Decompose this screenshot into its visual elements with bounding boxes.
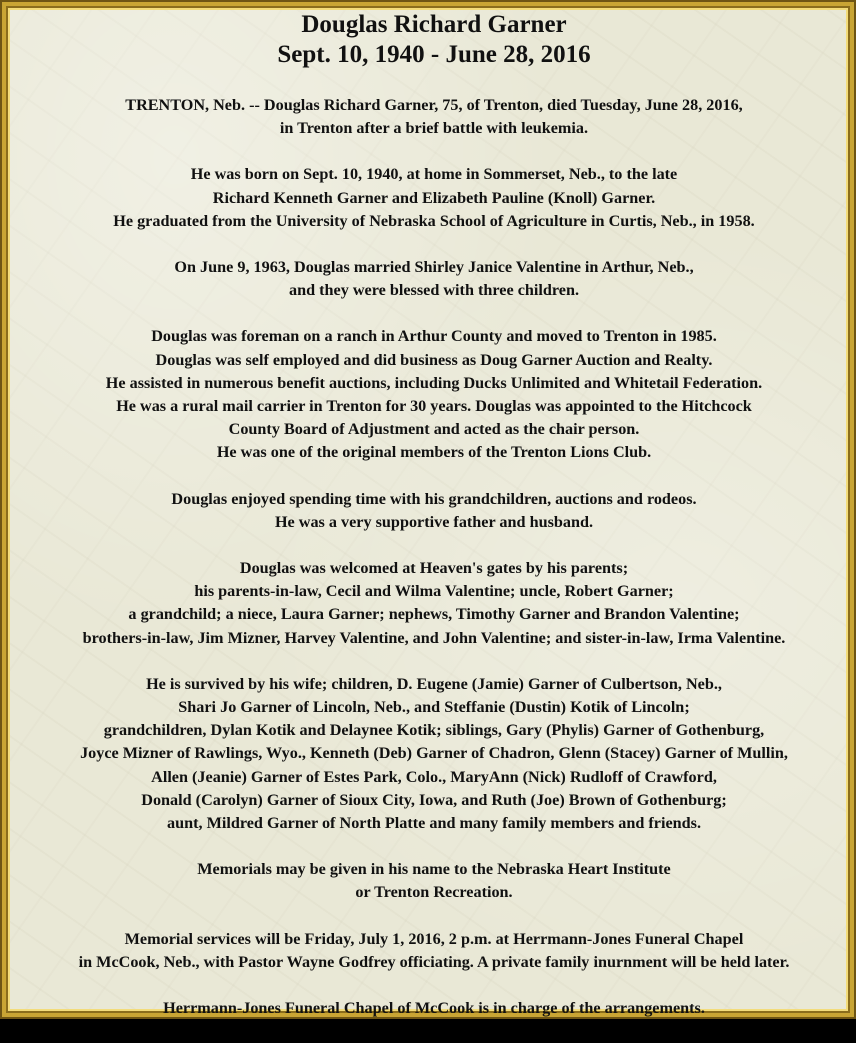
paragraph-line: He graduated from the University of Nebraska School of Agriculture in Curtis, Neb., in 1958. — [113, 211, 755, 230]
paragraph-line: Donald (Carolyn) Garner of Sioux City, Iowa, and Ruth (Joe) Brown of Gothenburg; — [141, 790, 727, 809]
paragraph-services — [12, 928, 856, 974]
paragraph-memorials — [12, 858, 856, 904]
paragraph-arrangements — [12, 997, 856, 1020]
paragraph-line: and they were blessed with three children. — [288, 281, 580, 300]
paragraph-line: Douglas was foreman on a ranch in Arthur County and moved to Trenton in 1985. — [151, 327, 717, 346]
paragraph-death-notice — [12, 94, 856, 140]
paragraph-line: County Board of Adjustment and acted as the chair person. — [228, 420, 640, 439]
paragraph-line: a grandchild; a niece, Laura Garner; nephews, Timothy Garner and Brandon Valentine; — [128, 605, 740, 624]
paragraph-line: or Trenton Recreation. — [355, 883, 513, 902]
paragraph-preceded-in-death — [12, 557, 856, 650]
paragraph-line: He was a rural mail carrier in Trenton for 30 years. Douglas was appointed to the Hitchcock — [116, 397, 752, 416]
paragraph-marriage — [12, 256, 856, 302]
paragraph-line: TRENTON, Neb. -- Douglas Richard Garner, 75, of Trenton, died Tuesday, June 28, 2016, — [125, 96, 743, 114]
paragraph-line: Joyce Mizner of Rawlings, Wyo., Kenneth (Deb) Garner of Chadron, Glenn (Stacey) Garner of Mullin, — [80, 744, 788, 763]
paragraph-survivors — [12, 673, 856, 835]
paragraph-line: his parents-in-law, Cecil and Wilma Valentine; uncle, Robert Garner; — [194, 582, 674, 601]
paragraph-line: Memorials may be given in his name to the Nebraska Heart Institute — [197, 860, 671, 879]
obituary-content — [12, 10, 856, 1043]
paragraph-line: He assisted in numerous benefit auctions, including Ducks Unlimited and Whitetail Federation. — [105, 373, 763, 392]
paragraph-birth — [12, 163, 856, 233]
paragraph-career — [12, 325, 856, 464]
obituary-name: Douglas Richard Garner — [301, 11, 567, 38]
paragraph-line: Douglas was self employed and did business as Doug Garner Auction and Realty. — [155, 350, 713, 369]
paragraph-line: brothers-in-law, Jim Mizner, Harvey Valentine, and John Valentine; and sister-in-law, Irma Valentine. — [82, 628, 786, 647]
paragraph-line: in Trenton after a brief battle with leukemia. — [279, 119, 589, 138]
paragraph-line: Shari Jo Garner of Lincoln, Neb., and Steffanie (Dustin) Kotik of Lincoln; — [178, 698, 690, 717]
paragraph-line: On June 9, 1963, Douglas married Shirley Janice Valentine in Arthur, Neb., — [174, 258, 694, 277]
paragraph-line: grandchildren, Dylan Kotik and Delaynee Kotik; siblings, Gary (Phylis) Garner of Gothenburg, — [103, 721, 765, 740]
paragraph-line: He was one of the original members of the Trenton Lions Club. — [216, 443, 652, 462]
paragraph-line: Herrmann-Jones Funeral Chapel of McCook is in charge of the arrangements. — [163, 999, 705, 1018]
paragraph-line: Memorial services will be Friday, July 1, 2016, 2 p.m. at Herrmann-Jones Funeral Chapel — [124, 929, 744, 948]
paragraph-interests — [12, 488, 856, 534]
paragraph-line: Richard Kenneth Garner and Elizabeth Pauline (Knoll) Garner. — [212, 188, 656, 207]
paragraph-line: He was born on Sept. 10, 1940, at home in Sommerset, Neb., to the late — [190, 165, 678, 184]
paragraph-line: He is survived by his wife; children, D. Eugene (Jamie) Garner of Culbertson, Neb., — [146, 674, 722, 693]
paragraph-line: aunt, Mildred Garner of North Platte and many family members and friends. — [166, 814, 701, 833]
paragraph-line: Allen (Jeanie) Garner of Estes Park, Colo., MaryAnn (Nick) Rudloff of Crawford, — [151, 767, 717, 786]
paragraph-line: Douglas enjoyed spending time with his grandchildren, auctions and rodeos. — [171, 489, 697, 508]
paragraph-line: He was a very supportive father and husband. — [274, 512, 594, 531]
paragraph-line: in McCook, Neb., with Pastor Wayne Godfrey officiating. A private family inurnment will be held later. — [78, 952, 790, 971]
paragraph-line: Douglas was welcomed at Heaven's gates by his parents; — [239, 559, 629, 578]
obituary-dates: Sept. 10, 1940 - June 28, 2016 — [277, 41, 591, 68]
